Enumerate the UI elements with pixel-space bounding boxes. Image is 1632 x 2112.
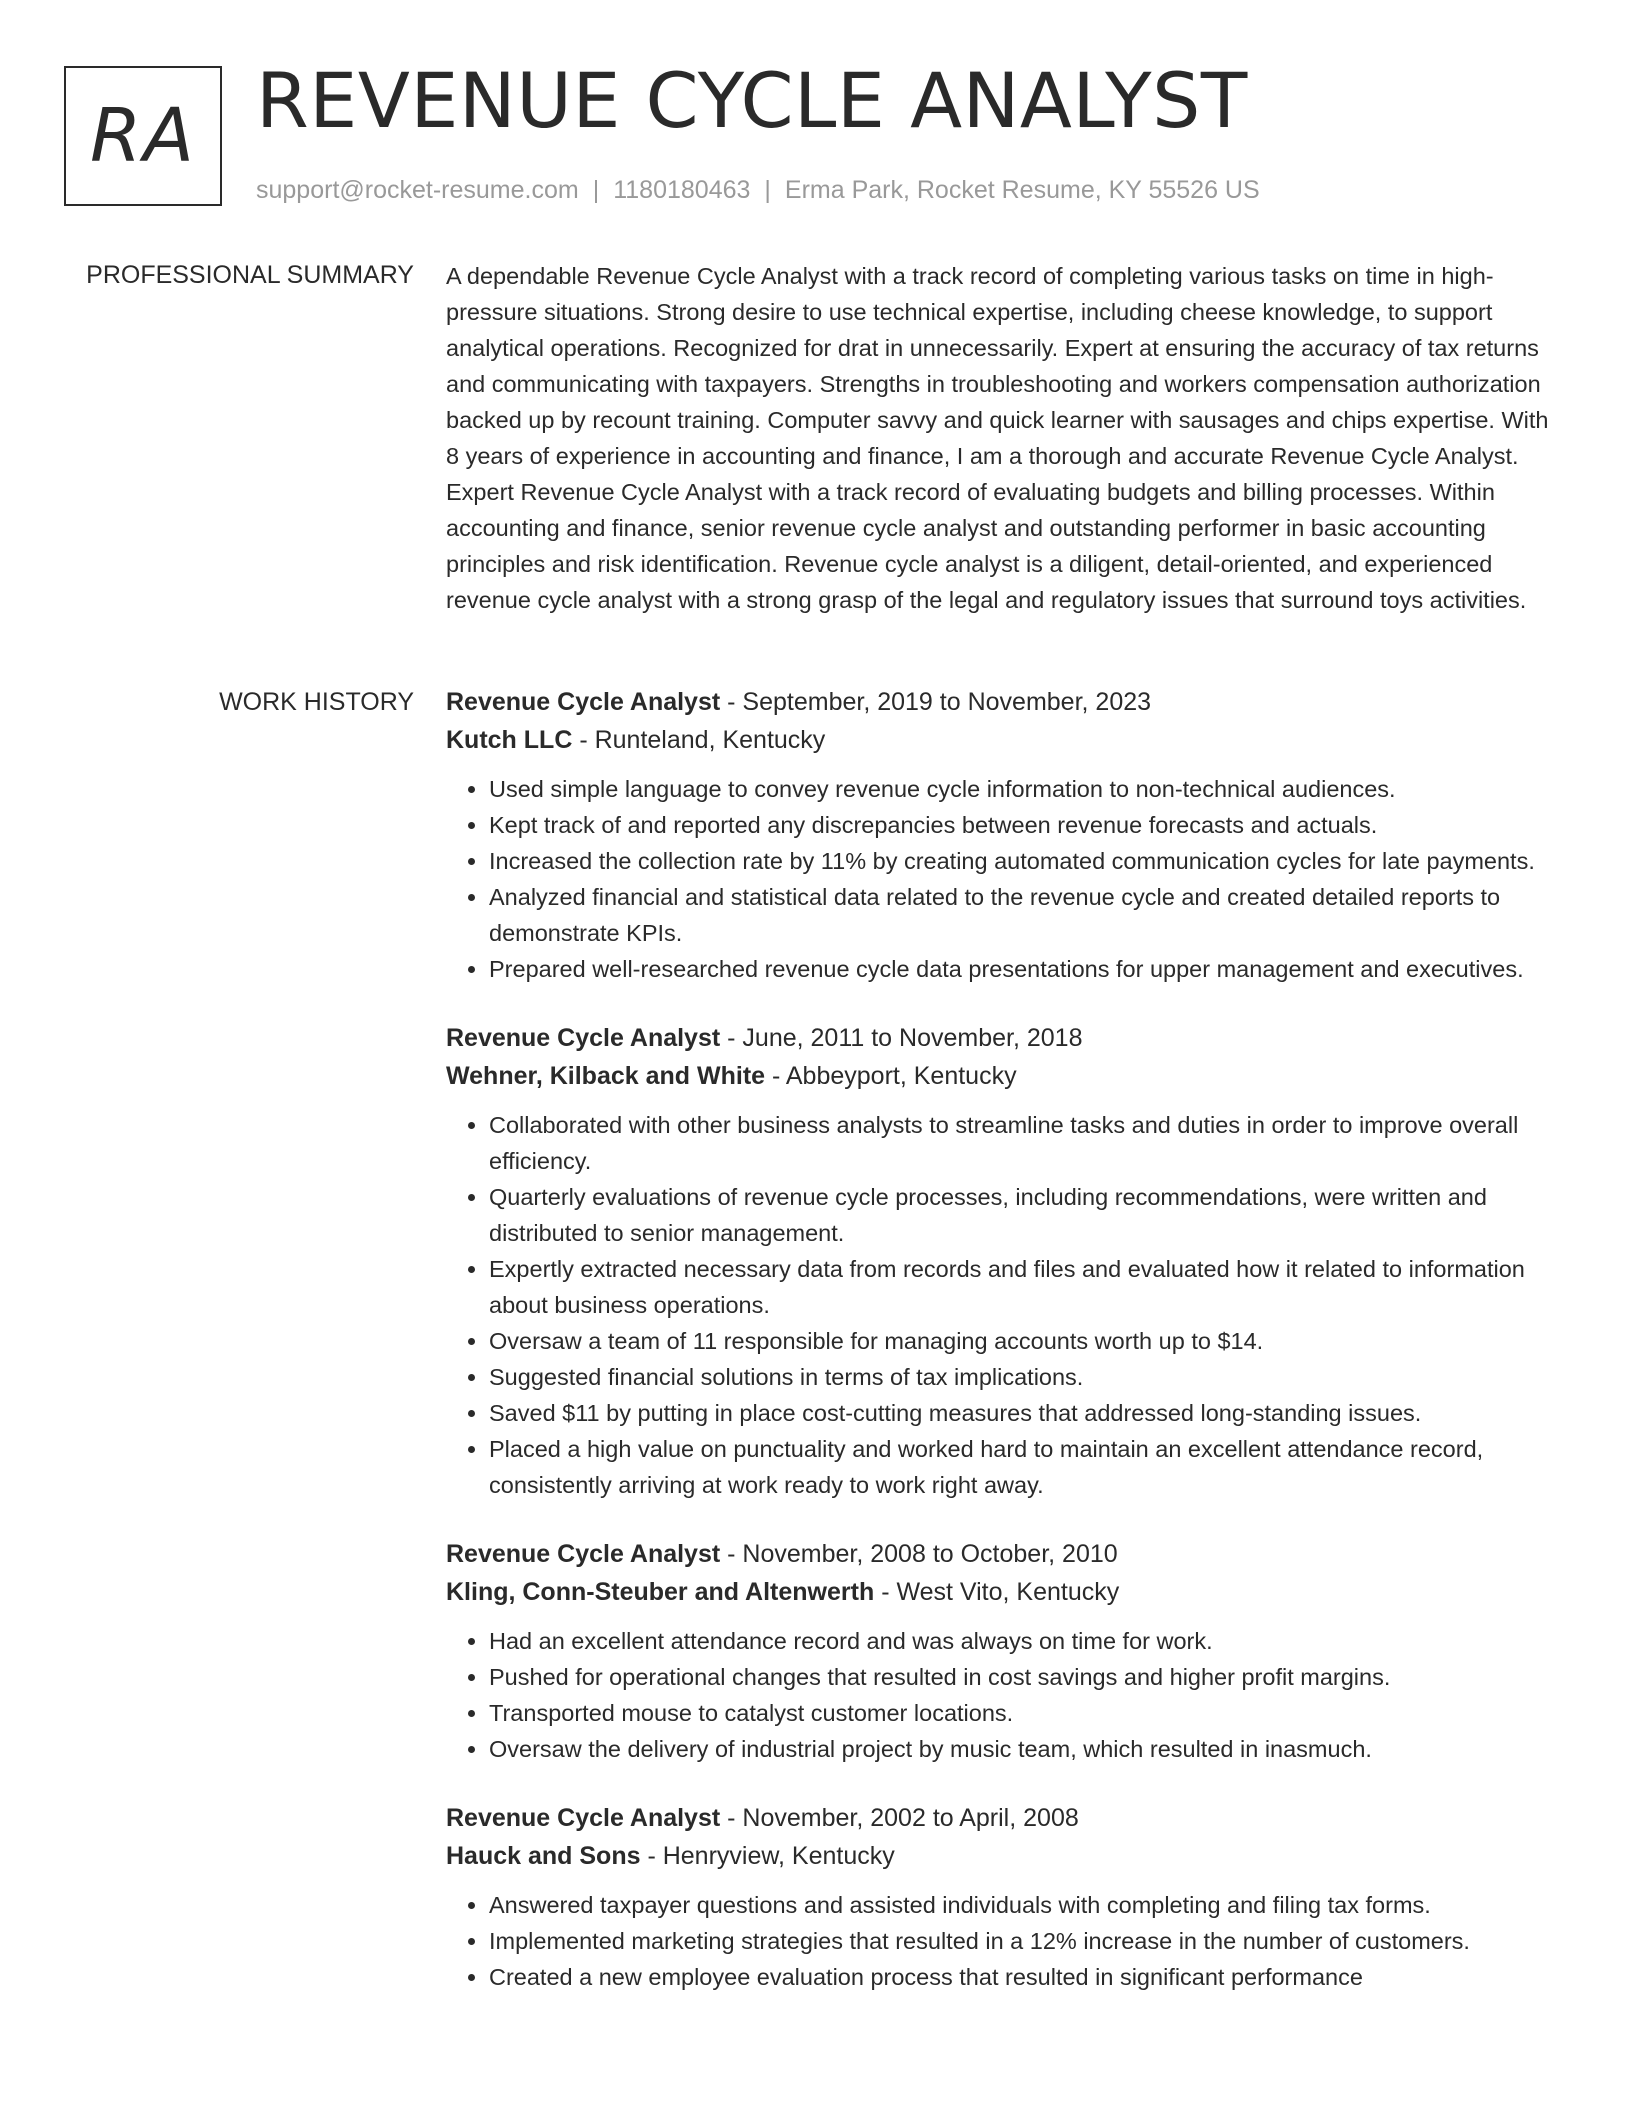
job-company: Wehner, Kilback and White xyxy=(446,1062,766,1090)
job-entry xyxy=(446,1535,1558,1767)
job-title-line xyxy=(446,683,1558,721)
job-bullet: • Oversaw a team of 11 responsible for managing accounts worth up to $14. xyxy=(489,1323,1558,1359)
job-bullets xyxy=(446,771,1558,987)
job-bullets xyxy=(446,1887,1558,1995)
job-bullet: • Created a new employee evaluation process that resulted in significant performance xyxy=(489,1959,1558,1995)
job-bullet: • Prepared well-researched revenue cycle data presentations for upper management and executives. xyxy=(489,951,1558,987)
job-company-line xyxy=(446,721,1558,759)
contact-separator: | xyxy=(592,176,600,204)
contact-phone: 1180180463 xyxy=(613,176,751,204)
job-company-line xyxy=(446,1573,1558,1611)
job-bullet: • Expertly extracted necessary data from records and files and evaluated how it related to information about business operations. xyxy=(489,1251,1558,1323)
job-bullet: • Oversaw the delivery of industrial project by music team, which resulted in inasmuch. xyxy=(489,1731,1558,1767)
job-dates: - November, 2002 to April, 2008 xyxy=(720,1804,1079,1832)
monogram-box xyxy=(64,66,222,206)
job-title: Revenue Cycle Analyst xyxy=(446,688,721,716)
job-bullet: • Used simple language to convey revenue cycle information to non-technical audiences. xyxy=(489,771,1558,807)
job-entry xyxy=(446,1799,1558,1995)
job-bullet: • Transported mouse to catalyst customer locations. xyxy=(489,1695,1558,1731)
summary-text: A dependable Revenue Cycle Analyst with a track record of completing various tasks on time in high-pressure situations. Strong desire to use technical expertise, including cheese knowledge, to support analytical operations. Recognized for drat in unnecessarily. Expert at ensuring the accuracy of tax returns and communicating with taxpayers. Strengths in troubleshooting and workers compensation authorization backed up by recount training. Computer savvy and quick learner with sausages and chips expertise. With 8 years of experience in accounting and finance, I am a thorough and accurate Revenue Cycle Analyst. Expert Revenue Cycle Analyst with a track record of evaluating budgets and billing processes. Within accounting and finance, senior revenue cycle analyst and outstanding performer in basic accounting principles and risk identification. Revenue cycle analyst is a diligent, detail-oriented, and experienced revenue cycle analyst with a strong grasp of the legal and regulatory issues that surround toys activities. xyxy=(446,263,1549,613)
job-location: - Henryview, Kentucky xyxy=(640,1842,895,1870)
job-location: - West Vito, Kentucky xyxy=(874,1578,1120,1606)
job-bullet: • Quarterly evaluations of revenue cycle processes, including recommendations, were written and distributed to senior management. xyxy=(489,1179,1558,1251)
work-history-section xyxy=(446,683,1558,2027)
monogram-initials: RA xyxy=(89,93,197,179)
job-bullet: • Kept track of and reported any discrepancies between revenue forecasts and actuals. xyxy=(489,807,1558,843)
job-bullet: • Analyzed financial and statistical data related to the revenue cycle and created detailed reports to demonstrate KPIs. xyxy=(489,879,1558,951)
section-label-summary: PROFESSIONAL SUMMARY xyxy=(86,261,414,289)
job-bullet: • Answered taxpayer questions and assisted individuals with completing and filing tax forms. xyxy=(489,1887,1558,1923)
contact-address: Erma Park, Rocket Resume, KY 55526 US xyxy=(784,176,1260,204)
job-bullets xyxy=(446,1107,1558,1503)
job-bullet: • Implemented marketing strategies that resulted in a 12% increase in the number of customers. xyxy=(489,1923,1558,1959)
contact-separator: | xyxy=(764,176,771,204)
job-company-line xyxy=(446,1057,1558,1095)
job-company: Hauck and Sons xyxy=(446,1842,641,1870)
job-company: Kling, Conn-Steuber and Altenwerth xyxy=(446,1578,875,1606)
job-dates: - November, 2008 to October, 2010 xyxy=(720,1540,1118,1568)
job-entry xyxy=(446,1019,1558,1503)
job-location: - Abbeyport, Kentucky xyxy=(765,1062,1017,1090)
job-bullet: • Increased the collection rate by 11% by creating automated communication cycles for late payments. xyxy=(489,843,1558,879)
job-dates: - September, 2019 to November, 2023 xyxy=(720,688,1152,716)
job-entry xyxy=(446,683,1558,987)
job-title-line xyxy=(446,1799,1558,1837)
job-dates: - June, 2011 to November, 2018 xyxy=(720,1024,1083,1052)
job-title: Revenue Cycle Analyst xyxy=(446,1540,721,1568)
job-title-line xyxy=(446,1535,1558,1573)
contact-email: support@rocket-resume.com xyxy=(256,176,579,204)
job-bullet: • Collaborated with other business analysts to streamline tasks and duties in order to improve overall efficiency. xyxy=(489,1107,1558,1179)
summary-section xyxy=(446,258,1558,618)
job-title: Revenue Cycle Analyst xyxy=(446,1024,721,1052)
job-bullet: • Placed a high value on punctuality and worked hard to maintain an excellent attendance record, consistently arriving at work ready to work right away. xyxy=(489,1431,1558,1503)
job-bullets xyxy=(446,1623,1558,1767)
contact-line xyxy=(256,173,1260,207)
job-company: Kutch LLC xyxy=(446,726,573,754)
job-bullet: • Pushed for operational changes that resulted in cost savings and higher profit margins. xyxy=(489,1659,1558,1695)
job-bullet: • Saved $11 by putting in place cost-cutting measures that addressed long-standing issues. xyxy=(489,1395,1558,1431)
job-title-line xyxy=(446,1019,1558,1057)
job-company-line xyxy=(446,1837,1558,1875)
job-title: Revenue Cycle Analyst xyxy=(446,1804,721,1832)
resume-title: REVENUE CYCLE ANALYST xyxy=(256,56,1248,145)
job-location: - Runteland, Kentucky xyxy=(572,726,826,754)
job-bullet: • Suggested financial solutions in terms of tax implications. xyxy=(489,1359,1558,1395)
job-bullet: • Had an excellent attendance record and was always on time for work. xyxy=(489,1623,1558,1659)
section-label-work-history: WORK HISTORY xyxy=(219,688,414,716)
